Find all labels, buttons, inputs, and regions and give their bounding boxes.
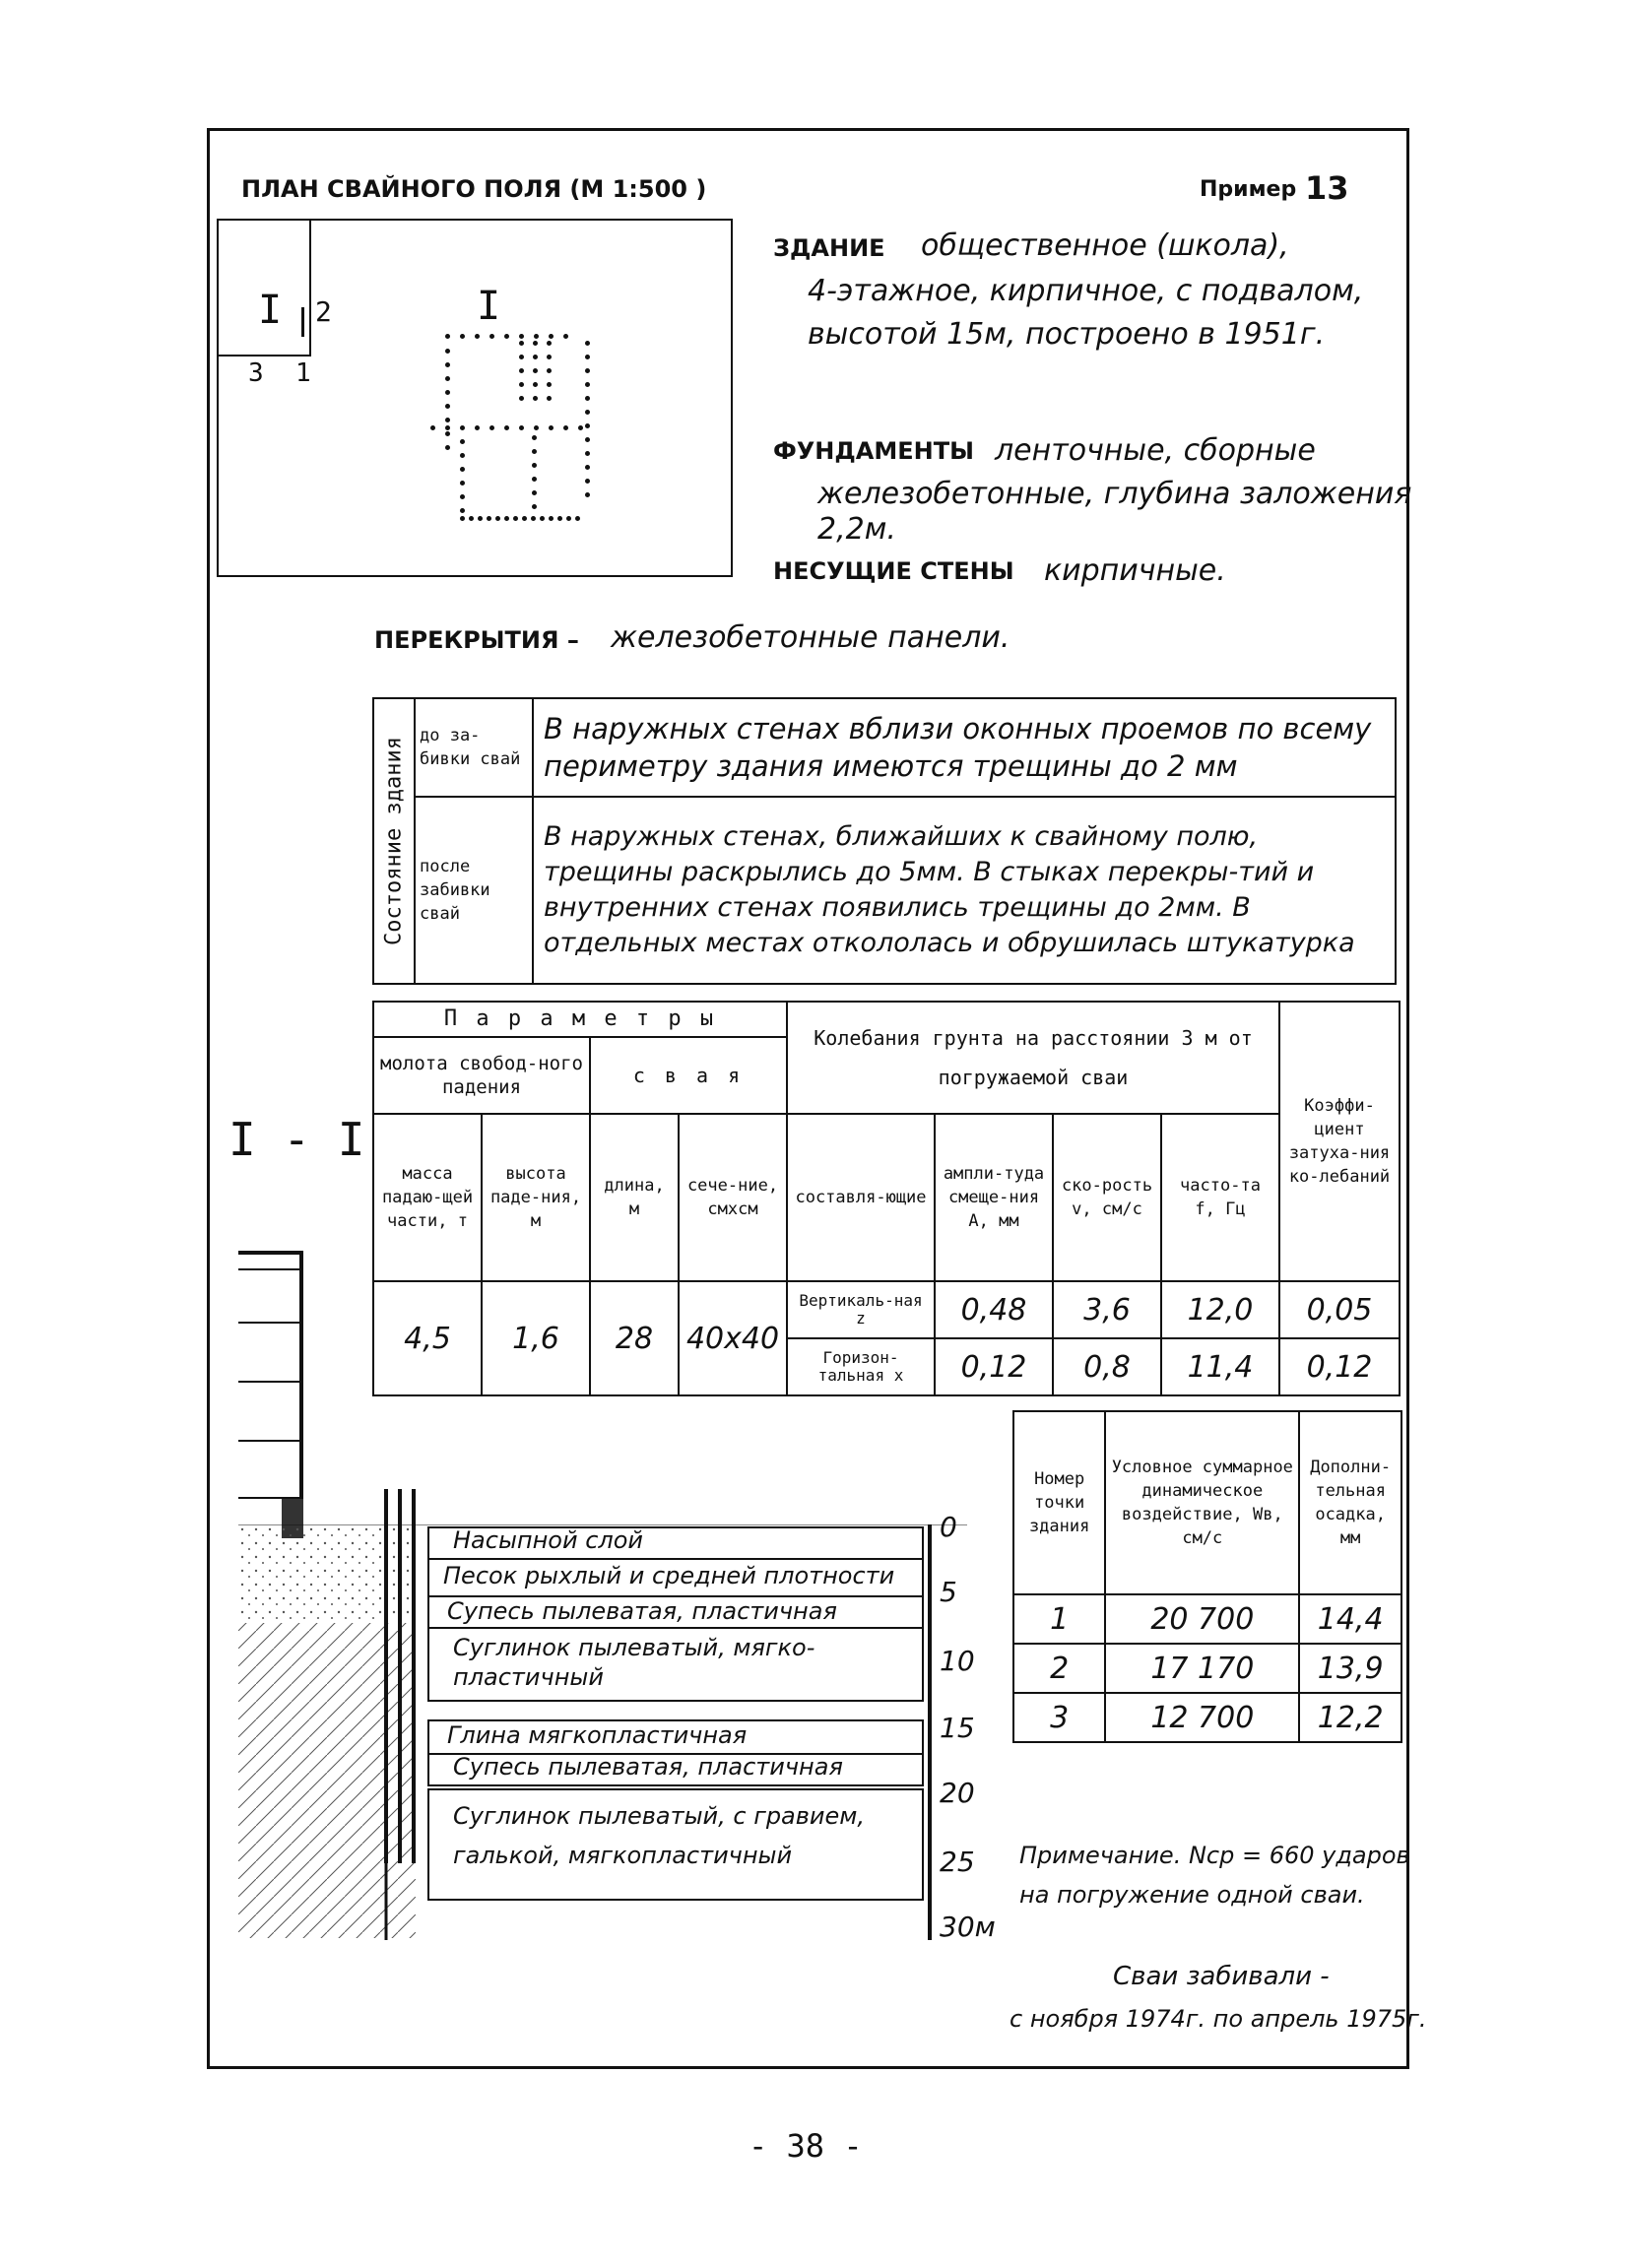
pile-dot: [585, 396, 590, 401]
depth-mark-20: 20: [940, 1777, 975, 1809]
pile-dot: [445, 390, 450, 395]
col-mass: масса падаю-щей части, т: [373, 1114, 482, 1281]
pile-header: с в а я: [590, 1037, 787, 1114]
pile-dot: [504, 425, 509, 430]
col-height: высота паде-ния, м: [482, 1114, 590, 1281]
pile-dot: [519, 368, 524, 373]
pile-dot: [460, 439, 465, 444]
pile-dot: [563, 425, 568, 430]
frequency-vertical: 12,0: [1161, 1281, 1279, 1338]
page-number: - 38 -: [749, 2127, 863, 2165]
soil-layer-3: Супесь пылеватая, пластичная: [447, 1597, 837, 1625]
depth-mark-15: 15: [940, 1712, 975, 1744]
col-point: Номер точки здания: [1013, 1411, 1105, 1594]
section-label: I - I: [228, 1113, 365, 1166]
col-component: составля-ющие: [787, 1114, 935, 1281]
pile-dot: [534, 334, 539, 339]
value-height: 1,6: [482, 1281, 590, 1395]
damping-horizontal: 0,12: [1279, 1338, 1400, 1395]
component-horizontal: Горизон-тальная x: [787, 1338, 935, 1395]
walls-label: НЕСУЩИЕ СТЕНЫ: [773, 557, 1014, 585]
vibration-header: Колебания грунта на расстоянии 3 м от погружаемой сваи: [787, 1002, 1279, 1114]
depth-scale: [928, 1524, 932, 1940]
pile-dot: [445, 404, 450, 409]
hammer-header: молота свобод-ного падения: [373, 1037, 590, 1114]
col-section: сече-ние, смхсм: [679, 1114, 787, 1281]
foundations-line3: 2,2м.: [817, 512, 896, 547]
pile-dot: [519, 341, 524, 346]
pile-dot: [445, 334, 450, 339]
pile-dot: [519, 355, 524, 359]
impact-table: [1012, 1410, 1402, 1743]
pile-dot: [469, 516, 474, 521]
damping-header-text: Коэффи-циент затуха-ния ко-лебаний: [1288, 1096, 1391, 1187]
parameters-table: [372, 1001, 1401, 1396]
floor-slab: [238, 1322, 299, 1324]
pile-dot: [532, 504, 537, 509]
value-section: 40x40: [679, 1281, 787, 1395]
pile-dot: [547, 382, 552, 387]
settlement-3: 12,2: [1299, 1693, 1401, 1742]
pile: [412, 1489, 416, 1863]
before-label: до за-бивки свай: [415, 698, 533, 797]
pile-plan: [217, 219, 733, 577]
soil-layer-1: Насыпной слой: [453, 1526, 644, 1554]
pile-dot: [547, 341, 552, 346]
pile-dot: [489, 425, 494, 430]
depth-mark-0: 0: [940, 1511, 957, 1543]
impact-3: 12 700: [1105, 1693, 1299, 1742]
pile-dot: [575, 516, 580, 521]
pile-dot: [460, 494, 465, 499]
pile-dot: [445, 376, 450, 381]
pile-dot: [547, 368, 552, 373]
building-line3: высотой 15м, построено в 1951г.: [808, 317, 1326, 352]
pile-dot: [460, 508, 465, 513]
before-text: В наружных стенах вблизи оконных проемов по всему периметру здания имеются трещины до 2 мм: [533, 698, 1396, 797]
pile-dot: [585, 341, 590, 346]
example-label: Пример: [1200, 177, 1297, 202]
pile-dot: [566, 516, 571, 521]
floors-text: железобетонные панели.: [611, 620, 1010, 655]
pile-dot: [563, 334, 568, 339]
pile-dot: [478, 516, 483, 521]
pile-dot: [585, 410, 590, 415]
pile-dot: [557, 516, 562, 521]
pile-dot: [585, 423, 590, 428]
building-label: ЗДАНИЕ: [773, 234, 885, 262]
roof-slab: [238, 1251, 299, 1270]
damping-header: [1279, 1002, 1400, 1281]
dates-line2: с ноября 1974г. по апрель 1975г.: [1010, 2005, 1427, 2033]
pile-dot: [534, 425, 539, 430]
pile-dot: [540, 516, 545, 521]
point-1: 1: [1013, 1594, 1105, 1644]
point-2: 2: [1013, 1644, 1105, 1693]
frequency-horizontal: 11,4: [1161, 1338, 1279, 1395]
building-section: [238, 1251, 303, 1526]
section-mark-right: I: [477, 284, 501, 329]
pile-dot: [578, 425, 583, 430]
pile-dot: [533, 382, 538, 387]
pile-dot: [531, 516, 536, 521]
foundations-line1: ленточные, сборные: [995, 433, 1316, 468]
soil-layer-5: Глина мягкопластичная: [447, 1721, 748, 1749]
depth-mark-5: 5: [940, 1576, 957, 1608]
depth-mark-25: 25: [940, 1846, 975, 1878]
point-label-3: 3: [248, 358, 264, 388]
col-frequency: часто-та f, Гц: [1161, 1114, 1279, 1281]
example-number: 13: [1305, 169, 1349, 207]
settlement-1: 14,4: [1299, 1594, 1401, 1644]
pile-dot: [549, 334, 554, 339]
amplitude-vertical: 0,48: [935, 1281, 1053, 1338]
building-line2: 4-этажное, кирпичное, с подвалом,: [808, 274, 1364, 308]
pile-dot: [460, 481, 465, 486]
pile-dot: [445, 418, 450, 422]
pile-dot: [460, 467, 465, 472]
pile: [384, 1489, 388, 1863]
col-impact: Условное суммарное динамическое воздействие, Wв, см/с: [1105, 1411, 1299, 1594]
depth-mark-30: 30м: [940, 1911, 996, 1943]
col-velocity: ско-рость v, см/с: [1053, 1114, 1161, 1281]
pile-dot: [585, 355, 590, 359]
after-text: В наружных стенах, ближайших к свайному полю, трещины раскрылись до 5мм. В стыках перекры-тий и внутренних стенах появились трещины до 2мм. В отдельных местах откололась и обрушилась штукатурка: [533, 797, 1396, 984]
foundations-label: ФУНДАМЕНТЫ: [773, 437, 974, 465]
pile-field: [219, 221, 731, 575]
pile-dot: [495, 516, 500, 521]
section-mark-left: I: [258, 288, 283, 333]
velocity-horizontal: 0,8: [1053, 1338, 1161, 1395]
pile-dot: [445, 445, 450, 450]
pile-dot: [585, 451, 590, 456]
pile-dot: [585, 465, 590, 470]
pile-dot: [475, 334, 480, 339]
pile-dot: [489, 334, 494, 339]
walls-text: кирпичные.: [1044, 553, 1226, 588]
note-line2: на погружение одной сваи.: [1019, 1881, 1365, 1909]
pile-dot: [532, 463, 537, 468]
pile-dot: [585, 437, 590, 442]
pile-dot: [430, 425, 435, 430]
pile-dot: [519, 382, 524, 387]
pile-dot: [549, 425, 554, 430]
soil-section: [238, 1511, 996, 1943]
pile-dot: [585, 492, 590, 497]
soil-layer-2: Песок рыхлый и средней плотности: [443, 1562, 895, 1589]
impact-1: 20 700: [1105, 1594, 1299, 1644]
col-length: длина, м: [590, 1114, 679, 1281]
dates-line1: Сваи забивали -: [1113, 1962, 1330, 1991]
pile-dot: [549, 516, 554, 521]
soil-layer-7: Суглинок пылеватый, с гравием, галькой, мягкопластичный: [453, 1802, 866, 1869]
col-amplitude: ампли-туда смеще-ния А, мм: [935, 1114, 1053, 1281]
pile-dot: [585, 382, 590, 387]
pile-dot: [533, 341, 538, 346]
pile-dot: [519, 396, 524, 401]
pile-dot: [513, 516, 518, 521]
damping-vertical: 0,05: [1279, 1281, 1400, 1338]
plan-title: ПЛАН СВАЙНОГО ПОЛЯ (М 1:500 ): [241, 175, 707, 203]
amplitude-horizontal: 0,12: [935, 1338, 1053, 1395]
col-settlement: Дополни-тельная осадка, мм: [1299, 1411, 1401, 1594]
pile-dot: [504, 516, 509, 521]
pile-dot: [532, 490, 537, 495]
pile-dot: [533, 355, 538, 359]
pile-dot: [585, 368, 590, 373]
value-length: 28: [590, 1281, 679, 1395]
building-line1: общественное (школа),: [921, 228, 1289, 263]
pile-dot: [585, 479, 590, 484]
pile-dot: [522, 516, 527, 521]
pile-dot: [445, 425, 450, 430]
pile-dot: [445, 362, 450, 367]
floor-slab: [238, 1381, 299, 1383]
after-label: после забивки свай: [415, 797, 533, 984]
pile-dot: [504, 334, 509, 339]
component-vertical: Вертикаль-ная z: [787, 1281, 935, 1338]
impact-2: 17 170: [1105, 1644, 1299, 1693]
pile-dot: [547, 396, 552, 401]
soil-layer-4: Суглинок пылеватый, мягко-пластичный: [453, 1634, 815, 1691]
point-label-2: 2: [315, 295, 332, 328]
pile-dot: [533, 368, 538, 373]
note-line1: Примечание. Nср = 660 ударов: [1019, 1842, 1410, 1869]
state-vertical-header: Состояние здания: [381, 737, 407, 945]
pile-dot: [445, 349, 450, 354]
pile-dot: [533, 396, 538, 401]
value-mass: 4,5: [373, 1281, 482, 1395]
pile-dot: [460, 334, 465, 339]
floors-label: ПЕРЕКРЫТИЯ –: [374, 626, 579, 654]
velocity-vertical: 3,6: [1053, 1281, 1161, 1338]
point-3: 3: [1013, 1693, 1105, 1742]
pile-dot: [547, 355, 552, 359]
pile-dot: [487, 516, 491, 521]
pile-dot: [532, 477, 537, 482]
pile-dot: [519, 425, 524, 430]
pile-dot: [460, 425, 465, 430]
pile-dot: [460, 453, 465, 458]
pile-dot: [532, 449, 537, 454]
pile-dot: [460, 516, 465, 521]
soil-layer-6: Супесь пылеватая, пластичная: [453, 1753, 843, 1781]
depth-mark-10: 10: [940, 1645, 975, 1677]
pile-dot: [532, 435, 537, 440]
params-header: П а р а м е т р ы: [373, 1002, 787, 1037]
state-vertical-header-cell: [373, 698, 415, 984]
floor-slab: [238, 1440, 299, 1442]
pile-dot: [445, 431, 450, 436]
pile-dot: [519, 334, 524, 339]
point-label-1: 1: [295, 358, 311, 388]
pile-dot: [475, 425, 480, 430]
pile: [398, 1489, 402, 1863]
settlement-2: 13,9: [1299, 1644, 1401, 1693]
foundations-line2: железобетонные, глубина заложения: [817, 477, 1412, 511]
building-state-table: [372, 697, 1397, 985]
